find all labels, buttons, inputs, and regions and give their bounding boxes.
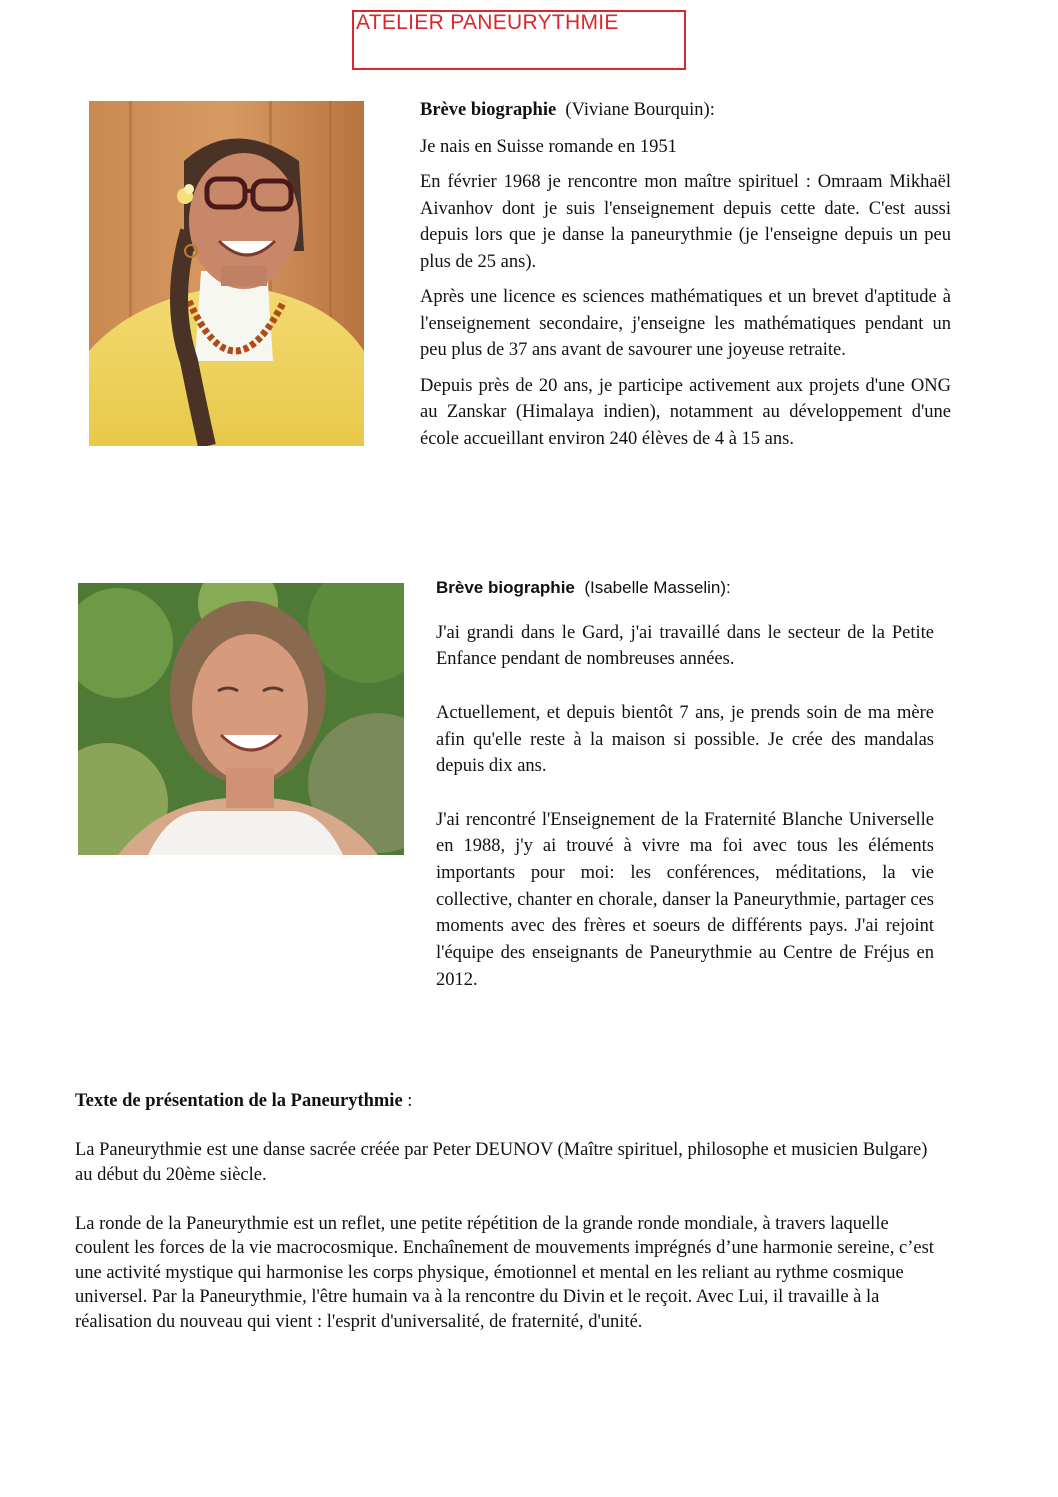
- presentation-paragraph: La Paneurythmie est une danse sacrée créée par Peter DEUNOV (Maître spirituel, philosophe et musicien Bulgare) au début du 20ème siècle.: [75, 1140, 928, 1185]
- presentation-heading: [75, 1089, 935, 1114]
- bio-paragraph: Depuis près de 20 ans, je participe activement aux projets d'une ONG au Zanskar (Himalaya indien), notamment au développement d'une école accueillant environ 240 élèves de 4 à 15 ans.: [420, 375, 951, 449]
- bio-paragraph: Je nais en Suisse romande en 1951: [420, 136, 677, 157]
- biography-isabelle: [436, 575, 934, 1020]
- bio-heading-name: (Viviane Bourquin):: [556, 100, 715, 120]
- title-box: [352, 10, 686, 70]
- portrait-photo-viviane: [89, 101, 364, 446]
- bio-paragraph: En février 1968 je rencontre mon maître spirituel : Omraam Mikhaël Aivanhov dont je suis l'enseignement depuis cette date. C'est aussi depuis lors que je danse la paneurythmie (je l'enseigne depuis un peu plus de 25 ans).: [420, 172, 951, 272]
- presentation-heading-colon: :: [402, 1090, 413, 1111]
- page-title: ATELIER PANEURYTHMIE: [356, 11, 619, 34]
- bio-heading-label: Brève biographie: [420, 100, 557, 120]
- bio-paragraph: Actuellement, et depuis bientôt 7 ans, je prends soin de ma mère afin qu'elle reste à la maison si possible. Je crée des mandalas depuis dix ans.: [436, 702, 934, 777]
- portrait-photo-isabelle: [78, 583, 404, 855]
- bio-paragraph: Après une licence es sciences mathématiques et un brevet d'aptitude à l'enseignement secondaire, j'enseigne les mathématiques pendant un peu plus de 37 ans avant de savourer une joyeuse retraite.: [420, 287, 951, 360]
- bio-heading-name: (Isabelle Masselin):: [574, 578, 731, 597]
- bio-heading-label: Brève biographie: [436, 578, 575, 597]
- presentation-heading-label: Texte de présentation de la Paneurythmie: [75, 1090, 403, 1111]
- presentation-paragraph: La ronde de la Paneurythmie est un reflet, une petite répétition de la grande ronde mondiale, à travers laquelle coulent les forces de la vie macrocosmique. Enchaînement de mouvements imprégnés d’une harmonie sereine, c’est une activité mystique qui harmonise les corps physique, émotionnel et mental en les reliant au rythme cosmique universel. Par la Paneurythmie, l'être humain va à la rencontre du Divin et le reçoit. Avec Lui, il travaille à la réalisation du nouveau qui vient : l'esprit d'universalité, de fraternité, d'unité.: [75, 1213, 934, 1332]
- bio-heading: [420, 97, 951, 124]
- bio-paragraph: J'ai grandi dans le Gard, j'ai travaillé dans le secteur de la Petite Enfance pendant de nombreuses années.: [436, 622, 934, 670]
- bio-heading: [436, 575, 934, 602]
- presentation-section: [75, 1070, 935, 1359]
- bio-paragraph: J'ai rencontré l'Enseignement de la Fraternité Blanche Universelle en 1988, j'y ai trouvé à vivre ma foi avec tous les éléments importants pour moi: les conférences, méditations, la vie collective, chanter en chorale, danser la Paneurythmie, partager ces moments avec des frères et soeurs de différents pays. J'ai rejoint l'équipe des enseignants de Paneurythmie au Centre de Fréjus en 2012.: [436, 809, 934, 990]
- biography-viviane: [420, 97, 951, 461]
